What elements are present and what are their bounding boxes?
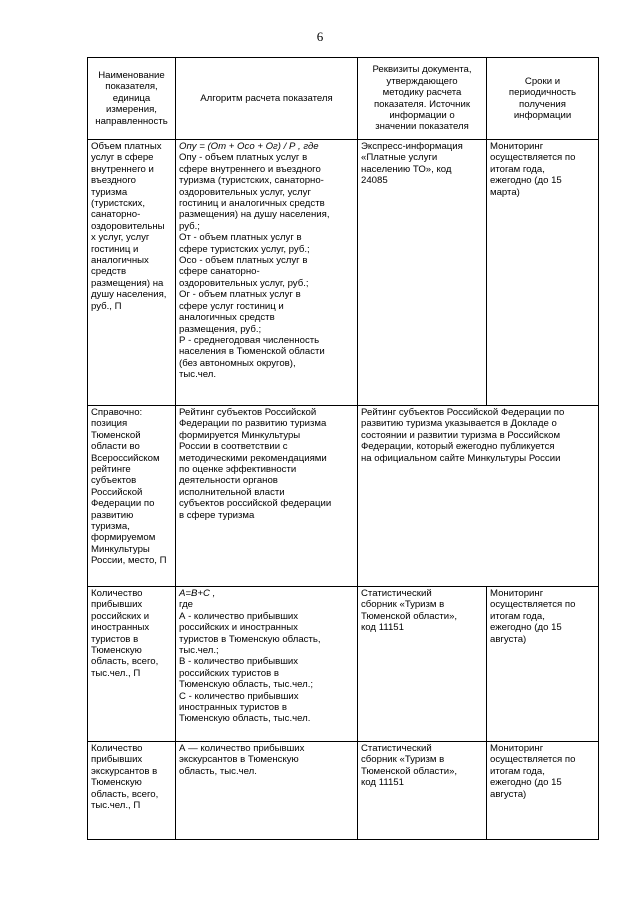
text-line: Минкультуры bbox=[91, 543, 150, 555]
row-algorithm bbox=[176, 587, 358, 742]
formula-line: А - количество прибывших bbox=[179, 610, 299, 622]
formula-line: размещения, руб.; bbox=[179, 323, 262, 335]
header-algorithm bbox=[176, 58, 358, 140]
row-algorithm bbox=[176, 742, 358, 840]
formula-line: иностранных туристов в bbox=[179, 702, 287, 714]
text-line: Тюменской bbox=[91, 429, 141, 441]
text-line: гостиниц и bbox=[91, 243, 139, 255]
row-indicator-name bbox=[88, 140, 176, 406]
text-line: состоянии и развитии туризма в Российском bbox=[361, 429, 561, 441]
formula-line: оздоровительных услуг, руб.; bbox=[179, 277, 309, 289]
text-line: руб., П bbox=[91, 300, 122, 312]
text-line: направленность bbox=[95, 115, 168, 127]
formula-line: сфере санаторно- bbox=[179, 266, 260, 278]
text-line: область, всего, bbox=[91, 656, 159, 668]
text-line: Российской bbox=[91, 486, 143, 498]
formula-line: туристов в Тюменскую область, bbox=[179, 633, 321, 645]
text-line: позиция bbox=[91, 418, 128, 430]
text-line: утверждающего bbox=[386, 75, 458, 87]
formula-line: Осо - объем платных услуг в bbox=[179, 255, 308, 267]
formula-line: российских и иностранных bbox=[179, 622, 298, 634]
text-line: рейтинге bbox=[91, 464, 131, 476]
page-number: 6 bbox=[316, 29, 324, 44]
text-line: область, всего, bbox=[91, 788, 159, 800]
formula-line: размещения) на душу населения, bbox=[179, 209, 330, 221]
text-line: внутреннего и bbox=[91, 163, 154, 175]
formula-line: Тюменскую область, тыс.чел. bbox=[179, 713, 311, 725]
text-line: значении показателя bbox=[375, 121, 469, 133]
text-line: Федерации по bbox=[91, 498, 155, 510]
text-line: услуг в сфере bbox=[91, 152, 154, 164]
row-document-source bbox=[358, 587, 487, 742]
text-line: осуществляется по bbox=[490, 754, 576, 766]
text-line: экскурсантов в bbox=[91, 765, 158, 777]
text-line: марта) bbox=[490, 186, 520, 198]
formula-line: тыс.чел.; bbox=[179, 645, 219, 657]
text-line: «Платные услуги bbox=[361, 152, 438, 164]
text-line: итогам года, bbox=[490, 163, 545, 175]
formula-line: России в соответствии с bbox=[179, 441, 288, 453]
row-periodicity bbox=[487, 587, 599, 742]
formula-line: где bbox=[179, 599, 194, 611]
text-line: Справочно: bbox=[91, 407, 143, 418]
text-line: Мониторинг bbox=[490, 141, 544, 152]
formula-line: область, тыс.чел. bbox=[179, 765, 257, 777]
text-line: показателя. Источник bbox=[373, 98, 471, 110]
text-line: аналогичных bbox=[91, 255, 149, 267]
formula-line: сфере туристских услуг, руб.; bbox=[179, 243, 310, 255]
text-line: туризма bbox=[91, 186, 128, 198]
text-line: размещения) на bbox=[91, 277, 164, 289]
text-line: Экспресс-информация bbox=[361, 141, 463, 152]
text-line: Объем платных bbox=[91, 141, 162, 152]
text-line: формируемом bbox=[91, 532, 156, 544]
text-line: измерения, bbox=[106, 104, 157, 116]
text-line: периодичность bbox=[508, 87, 577, 99]
text-line: итогам года, bbox=[490, 610, 545, 622]
row-algorithm bbox=[176, 140, 358, 406]
text-line: осуществляется по bbox=[490, 599, 576, 611]
header-indicator-name bbox=[88, 58, 176, 140]
table-row bbox=[88, 587, 599, 742]
text-line: развитию туризма указывается в Докладе о bbox=[361, 418, 557, 430]
text-line: Наименование bbox=[98, 69, 165, 81]
formula-line: Ог - объем платных услуг в bbox=[179, 289, 301, 301]
text-line: средств bbox=[91, 266, 127, 278]
row-indicator-name bbox=[88, 742, 176, 840]
formula-line: формируется Минкультуры bbox=[179, 429, 301, 441]
text-line: прибывших bbox=[91, 599, 143, 611]
table-row bbox=[88, 742, 599, 840]
formula-line: оздоровительных услуг, услуг bbox=[179, 186, 311, 198]
row-merged-note bbox=[358, 406, 599, 587]
formula-line: (без автономных округов), bbox=[179, 357, 296, 369]
indicators-table bbox=[87, 57, 599, 840]
formula-line: сфере услуг гостиниц и bbox=[179, 300, 284, 312]
text-line: тыс.чел., П bbox=[91, 800, 141, 812]
text-line: Количество bbox=[91, 588, 143, 599]
text-line: осуществляется по bbox=[490, 152, 576, 164]
formula-line: исполнительной власти bbox=[179, 486, 285, 498]
formula-line: методическими рекомендациями bbox=[179, 452, 327, 464]
table-row bbox=[88, 406, 599, 587]
formula-line: Рейтинг субъектов Российской bbox=[179, 407, 317, 418]
formula-line: по оценке эффективности bbox=[179, 464, 297, 476]
row-periodicity bbox=[487, 742, 599, 840]
row-algorithm bbox=[176, 406, 358, 587]
text-line: Федерации, который ежегодно публикуется bbox=[361, 441, 555, 453]
text-line: сборник «Туризм в bbox=[361, 754, 445, 766]
text-line: туризма, bbox=[91, 521, 130, 533]
text-line: оздоровительны bbox=[91, 220, 165, 232]
formula-line: руб.; bbox=[179, 220, 200, 232]
text-line: Статистический bbox=[361, 588, 432, 599]
text-line: развитию bbox=[91, 509, 134, 521]
text-line: Тюменскую bbox=[91, 777, 142, 789]
header-periodicity bbox=[487, 58, 599, 140]
text-line: области во bbox=[91, 441, 140, 453]
formula-line: сфере внутреннего и въездного bbox=[179, 163, 321, 175]
text-line: Алгоритм расчета показателя bbox=[200, 92, 333, 104]
text-line: Реквизиты документа, bbox=[372, 64, 472, 76]
text-line: единица bbox=[112, 92, 151, 104]
table-row bbox=[88, 140, 599, 406]
formula-line: гостиниц и аналогичных средств bbox=[179, 198, 325, 210]
header-document-source bbox=[358, 58, 487, 140]
row-document-source bbox=[358, 140, 487, 406]
text-line: населению ТО», код bbox=[361, 163, 452, 175]
formula-line: А — количество прибывших bbox=[179, 743, 305, 754]
text-line: код 11151 bbox=[361, 777, 404, 789]
formula-line: деятельности органов bbox=[179, 475, 278, 487]
formula-line: Р - среднегодовая численность bbox=[179, 334, 320, 346]
text-line: информации о bbox=[389, 109, 455, 121]
text-line: тыс.чел., П bbox=[91, 667, 141, 679]
text-line: санаторно- bbox=[91, 209, 141, 221]
text-line: российских и bbox=[91, 610, 150, 622]
text-line: Мониторинг bbox=[490, 743, 544, 754]
text-line: России, место, П bbox=[91, 555, 167, 567]
row-document-source bbox=[358, 742, 487, 840]
formula-line: Опу = (От + Осо + Ог) / Р , где bbox=[179, 141, 319, 152]
text-line: Сроки и bbox=[524, 75, 561, 87]
text-line: методику расчета bbox=[382, 87, 462, 99]
text-line: ежегодно (до 15 bbox=[490, 175, 562, 187]
formula-line: аналогичных средств bbox=[179, 312, 275, 324]
text-line: Всероссийском bbox=[91, 452, 160, 464]
text-line: х услуг, услуг bbox=[91, 232, 150, 244]
text-line: Тюменской области», bbox=[361, 610, 458, 622]
text-line: Количество bbox=[91, 743, 143, 754]
formula-line: экскурсантов в Тюменскую bbox=[179, 754, 299, 766]
formula-line: субъектов российской федерации bbox=[179, 498, 332, 510]
table-header-row bbox=[88, 58, 599, 140]
text-line: сборник «Туризм в bbox=[361, 599, 445, 611]
text-line: на официальном сайте Минкультуры России bbox=[361, 452, 561, 464]
formula-line: Федерации по развитию туризма bbox=[179, 418, 327, 430]
text-line: Статистический bbox=[361, 743, 432, 754]
formula-line: населения в Тюменской области bbox=[179, 346, 325, 358]
formula-line: С - количество прибывших bbox=[179, 690, 299, 702]
text-line: ежегодно (до 15 bbox=[490, 777, 562, 789]
text-line: Тюменскую bbox=[91, 645, 142, 657]
row-indicator-name bbox=[88, 406, 176, 587]
text-line: получения bbox=[519, 98, 566, 110]
text-line: (туристских, bbox=[91, 198, 145, 210]
formula-line: От - объем платных услуг в bbox=[179, 232, 302, 244]
row-indicator-name bbox=[88, 587, 176, 742]
text-line: 24085 bbox=[361, 175, 388, 187]
text-line: Рейтинг субъектов Российской Федерации по bbox=[361, 407, 565, 418]
text-line: субъектов bbox=[91, 475, 137, 487]
text-line: душу населения, bbox=[91, 289, 167, 301]
text-line: показателя, bbox=[105, 81, 158, 93]
text-line: августа) bbox=[490, 633, 527, 645]
text-line: код 11151 bbox=[361, 622, 404, 634]
formula-line: В - количество прибывших bbox=[179, 656, 299, 668]
formula-line: туризма (туристских, санаторно- bbox=[179, 175, 324, 187]
formula-line: в сфере туризма bbox=[179, 509, 255, 521]
row-periodicity bbox=[487, 140, 599, 406]
text-line: Мониторинг bbox=[490, 588, 544, 599]
text-line: ежегодно (до 15 bbox=[490, 622, 562, 634]
formula-line: Опу - объем платных услуг в bbox=[179, 152, 308, 164]
text-line: въездного bbox=[91, 175, 136, 187]
formula-line: А=В+С , bbox=[179, 588, 216, 599]
text-line: информации bbox=[513, 109, 572, 121]
text-line: августа) bbox=[490, 788, 527, 800]
formula-line: тыс.чел. bbox=[179, 369, 217, 381]
text-line: итогам года, bbox=[490, 765, 545, 777]
text-line: Тюменской области», bbox=[361, 765, 458, 777]
text-line: иностранных bbox=[91, 622, 150, 634]
formula-line: Тюменскую область, тыс.чел.; bbox=[179, 679, 314, 691]
formula-line: российских туристов в bbox=[179, 667, 279, 679]
text-line: прибывших bbox=[91, 754, 143, 766]
text-line: туристов в bbox=[91, 633, 139, 645]
